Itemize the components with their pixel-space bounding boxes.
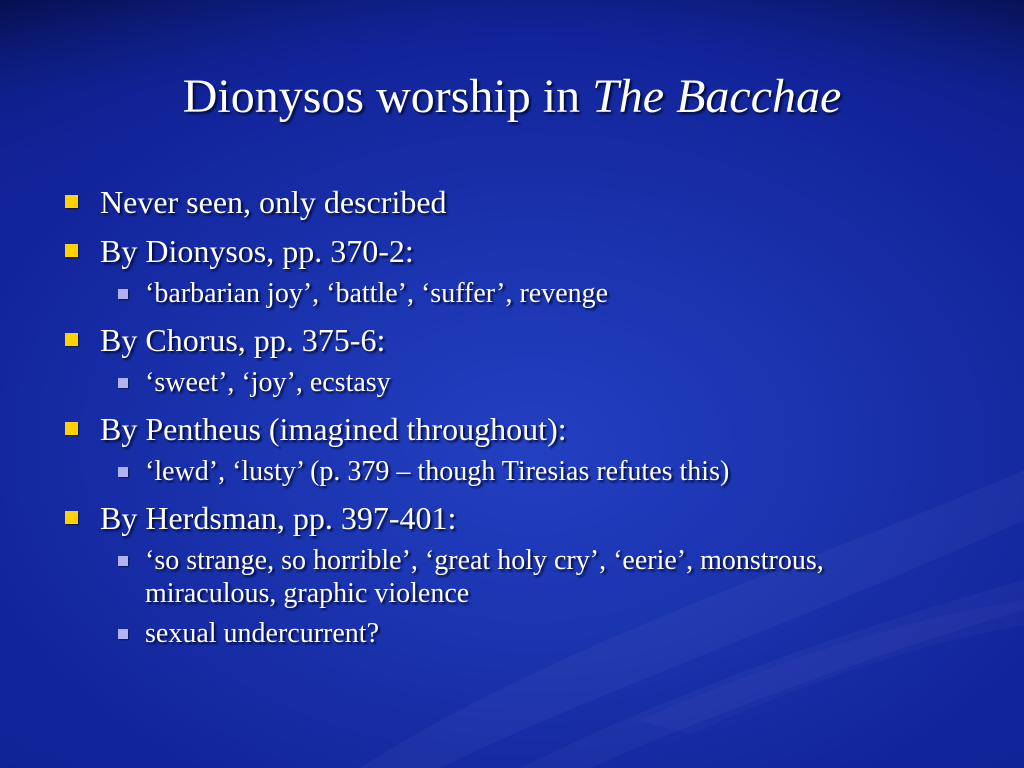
sub-bullet-marker [118, 378, 128, 388]
sub-bullet-item-line2: miraculous, graphic violence [145, 578, 470, 609]
sub-bullet-item: ‘lewd’, ‘lusty’ (p. 379 – though Tiresias refutes this) [145, 456, 730, 487]
sub-bullet-marker [118, 629, 128, 639]
bullet-item: Never seen, only described [100, 184, 447, 220]
sub-bullet-marker [118, 556, 128, 566]
bullet-marker [65, 333, 78, 346]
sub-bullet-item-line1: ‘so strange, so horrible’, ‘great holy cry’, ‘eerie’, monstrous, [145, 545, 824, 576]
bullet-marker [65, 195, 78, 208]
bullet-item: By Dionysos, pp. 370-2: [100, 233, 414, 269]
slide-title-italic: The Bacchae [592, 70, 842, 123]
bullet-marker [65, 511, 78, 524]
sub-bullet-marker [118, 467, 128, 477]
bullet-item: By Herdsman, pp. 397-401: [100, 500, 457, 536]
sub-bullet-item: ‘sweet’, ‘joy’, ecstasy [145, 367, 391, 398]
slide-title-plain: Dionysos worship in [182, 70, 593, 123]
bullet-marker [65, 244, 78, 257]
bullet-marker [65, 422, 78, 435]
sub-bullet-marker [118, 289, 128, 299]
bullet-item: By Pentheus (imagined throughout): [100, 411, 567, 447]
sub-bullet-item: ‘barbarian joy’, ‘battle’, ‘suffer’, revenge [145, 278, 609, 309]
sub-bullet-item: sexual undercurrent? [145, 618, 379, 649]
bullet-item: By Chorus, pp. 375-6: [100, 322, 386, 358]
